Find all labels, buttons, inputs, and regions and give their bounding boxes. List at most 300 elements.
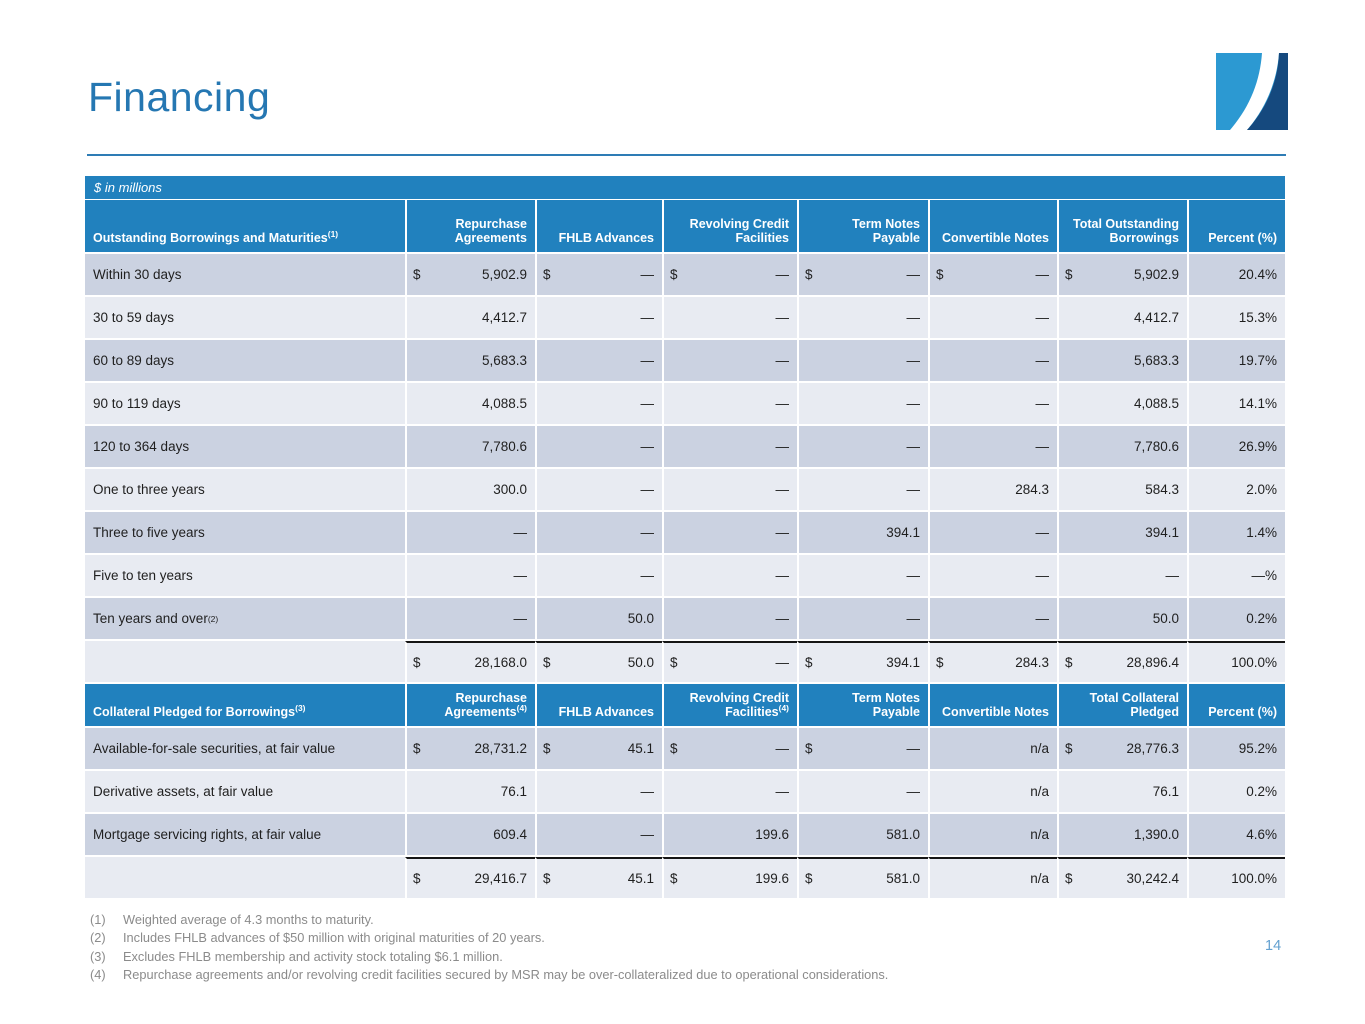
amount-value: 394.1 bbox=[1145, 525, 1179, 540]
amount-value: 28,776.3 bbox=[1126, 741, 1179, 756]
amount-cell bbox=[1187, 598, 1285, 639]
currency-symbol: $ bbox=[413, 871, 421, 886]
amount-cell bbox=[535, 254, 662, 295]
total-amount-cell bbox=[535, 857, 662, 898]
row-group-header-label: Collateral Pledged for Borrowings bbox=[93, 705, 296, 720]
column-header bbox=[928, 200, 1057, 252]
amount-value: 0.2% bbox=[1246, 611, 1277, 626]
amount-cell bbox=[662, 469, 797, 510]
currency-symbol: $ bbox=[670, 655, 678, 670]
column-header bbox=[405, 200, 535, 252]
amount-value: 300.0 bbox=[493, 482, 527, 497]
amount-cell bbox=[797, 340, 928, 381]
column-header bbox=[1057, 684, 1187, 726]
table-row bbox=[85, 469, 1285, 512]
row-label-cell bbox=[85, 555, 405, 596]
row-label: 90 to 119 days bbox=[93, 396, 181, 411]
column-header-line2 bbox=[873, 231, 920, 246]
currency-symbol: $ bbox=[805, 267, 813, 282]
column-header-line2-text: Pledged bbox=[1130, 705, 1179, 720]
total-amount-cell bbox=[1187, 641, 1285, 682]
amount-cell bbox=[797, 512, 928, 553]
total-amount-cell bbox=[797, 641, 928, 682]
amount-value: 4,412.7 bbox=[1133, 310, 1179, 325]
table-row bbox=[85, 254, 1285, 297]
row-label-cell bbox=[85, 383, 405, 424]
page-title: Financing bbox=[88, 74, 271, 120]
amount-value: — bbox=[906, 784, 920, 799]
footnote-text: Includes FHLB advances of $50 million with original maturities of 20 years. bbox=[123, 930, 545, 946]
column-header-line2 bbox=[444, 705, 527, 720]
amount-value: — bbox=[1035, 396, 1049, 411]
footnote-number: (2) bbox=[90, 930, 106, 946]
table-row bbox=[85, 426, 1285, 469]
row-label: 120 to 364 days bbox=[93, 439, 190, 454]
total-amount-value: 100.0% bbox=[1231, 871, 1277, 886]
table-row bbox=[85, 598, 1285, 641]
amount-value: 4,088.5 bbox=[481, 396, 527, 411]
amount-cell bbox=[535, 383, 662, 424]
column-header bbox=[797, 200, 928, 252]
column-header-line2 bbox=[1208, 705, 1277, 720]
amount-cell bbox=[928, 426, 1057, 467]
amount-value: — bbox=[775, 568, 789, 583]
amount-cell bbox=[928, 512, 1057, 553]
total-amount-value: 100.0% bbox=[1231, 655, 1277, 670]
amount-cell bbox=[1057, 426, 1187, 467]
amount-value: — bbox=[640, 784, 654, 799]
footnotes bbox=[90, 911, 1170, 985]
amount-value: 14.1% bbox=[1238, 396, 1277, 411]
amount-value: — bbox=[775, 310, 789, 325]
total-amount-cell bbox=[662, 641, 797, 682]
column-header-line2-text: FHLB Advances bbox=[558, 231, 654, 246]
total-amount-value: 28,168.0 bbox=[474, 655, 527, 670]
amount-cell bbox=[662, 728, 797, 769]
amount-value: 4,412.7 bbox=[481, 310, 527, 325]
table-row bbox=[85, 728, 1285, 771]
amount-cell bbox=[1057, 598, 1187, 639]
row-label: Within 30 days bbox=[93, 267, 182, 282]
amount-cell bbox=[1057, 297, 1187, 338]
amount-cell bbox=[1187, 469, 1285, 510]
row-group-header-footnote-ref: (3) bbox=[295, 703, 306, 714]
table-row bbox=[85, 297, 1285, 340]
amount-cell bbox=[662, 555, 797, 596]
amount-cell bbox=[928, 469, 1057, 510]
footnote bbox=[90, 948, 1170, 966]
row-group-header-text bbox=[93, 705, 306, 720]
currency-symbol: $ bbox=[543, 655, 551, 670]
row-label-cell bbox=[85, 728, 405, 769]
amount-cell bbox=[405, 340, 535, 381]
currency-symbol: $ bbox=[805, 741, 813, 756]
title-divider bbox=[87, 154, 1286, 156]
amount-value: 5,902.9 bbox=[1133, 267, 1179, 282]
amount-value: 1.4% bbox=[1246, 525, 1277, 540]
column-header-line2-text: Percent (%) bbox=[1208, 231, 1277, 246]
amount-value: 26.9% bbox=[1238, 439, 1277, 454]
amount-value: 76.1 bbox=[500, 784, 527, 799]
column-header-line2 bbox=[455, 231, 527, 246]
row-group-header bbox=[85, 684, 405, 726]
column-header-line2-text: Agreements bbox=[444, 705, 517, 720]
row-label-cell bbox=[85, 814, 405, 855]
column-header bbox=[1187, 200, 1285, 252]
amount-cell bbox=[1187, 728, 1285, 769]
amount-value: n/a bbox=[1030, 741, 1049, 756]
amount-value: 609.4 bbox=[493, 827, 527, 842]
total-amount-value: 28,896.4 bbox=[1126, 655, 1179, 670]
currency-symbol: $ bbox=[1065, 741, 1073, 756]
row-group-header-footnote-ref: (1) bbox=[327, 229, 339, 240]
amount-cell bbox=[797, 297, 928, 338]
amount-cell bbox=[662, 814, 797, 855]
amount-cell bbox=[405, 297, 535, 338]
amount-value: 95.2% bbox=[1238, 741, 1277, 756]
amount-value: — bbox=[906, 568, 920, 583]
column-header-line2 bbox=[736, 231, 790, 246]
currency-symbol: $ bbox=[543, 267, 551, 282]
total-amount-cell bbox=[405, 857, 535, 898]
column-header-line2 bbox=[725, 705, 789, 720]
amount-value: — bbox=[1035, 267, 1049, 282]
amount-value: — bbox=[775, 525, 789, 540]
total-amount-value: 30,242.4 bbox=[1126, 871, 1179, 886]
column-header-line2 bbox=[873, 705, 920, 720]
row-label-cell bbox=[85, 469, 405, 510]
amount-value: — bbox=[775, 267, 789, 282]
amount-value: — bbox=[906, 310, 920, 325]
amount-value: — bbox=[775, 439, 789, 454]
amount-value: —% bbox=[1251, 568, 1277, 583]
row-label: 60 to 89 days bbox=[93, 353, 175, 368]
row-group-header-label: Outstanding Borrowings and Maturities bbox=[93, 231, 328, 246]
amount-value: — bbox=[775, 741, 789, 756]
tables-mount bbox=[85, 200, 1285, 900]
amount-cell bbox=[535, 340, 662, 381]
amount-value: 2.0% bbox=[1246, 482, 1277, 497]
total-amount-value: 199.6 bbox=[755, 871, 789, 886]
amount-cell bbox=[1187, 771, 1285, 812]
column-header-line1: Repurchase bbox=[455, 690, 527, 705]
table-row bbox=[85, 771, 1285, 814]
footnote-text: Weighted average of 4.3 months to maturity. bbox=[123, 912, 374, 927]
row-label: Derivative assets, at fair value bbox=[93, 784, 274, 799]
amount-value: 50.0 bbox=[627, 611, 654, 626]
currency-symbol: $ bbox=[670, 871, 678, 886]
table-header-row bbox=[85, 200, 1285, 254]
amount-cell bbox=[928, 297, 1057, 338]
amount-cell bbox=[1187, 254, 1285, 295]
row-group-header bbox=[85, 200, 405, 252]
footnote bbox=[90, 911, 1170, 929]
amount-value: — bbox=[640, 310, 654, 325]
amount-cell bbox=[1057, 728, 1187, 769]
amount-value: n/a bbox=[1030, 827, 1049, 842]
amount-value: — bbox=[906, 482, 920, 497]
currency-symbol: $ bbox=[936, 267, 944, 282]
financing-tables bbox=[85, 176, 1285, 900]
amount-cell bbox=[405, 426, 535, 467]
amount-value: — bbox=[640, 439, 654, 454]
amount-cell bbox=[662, 297, 797, 338]
amount-value: 76.1 bbox=[1152, 784, 1179, 799]
amount-cell bbox=[797, 555, 928, 596]
amount-cell bbox=[797, 814, 928, 855]
amount-cell bbox=[797, 771, 928, 812]
amount-value: 28,731.2 bbox=[474, 741, 527, 756]
currency-symbol: $ bbox=[1065, 267, 1073, 282]
row-label: Available-for-sale securities, at fair value bbox=[93, 741, 336, 756]
amount-value: — bbox=[640, 482, 654, 497]
amount-cell bbox=[662, 598, 797, 639]
total-amount-cell bbox=[662, 857, 797, 898]
amount-cell bbox=[1187, 555, 1285, 596]
amount-value: 584.3 bbox=[1145, 482, 1179, 497]
row-label: Ten years and over bbox=[93, 611, 208, 626]
amount-cell bbox=[662, 512, 797, 553]
amount-value: — bbox=[513, 525, 527, 540]
column-header-line2 bbox=[1130, 705, 1179, 720]
row-label-cell bbox=[85, 512, 405, 553]
amount-cell bbox=[1187, 512, 1285, 553]
amount-value: 581.0 bbox=[886, 827, 920, 842]
amount-value: 19.7% bbox=[1238, 353, 1277, 368]
amount-value: — bbox=[775, 784, 789, 799]
column-header-line2-text: Percent (%) bbox=[1208, 705, 1277, 720]
column-header-line2-text: Borrowings bbox=[1109, 231, 1179, 246]
amount-value: — bbox=[640, 353, 654, 368]
units-bar bbox=[85, 176, 1285, 200]
amount-cell bbox=[797, 598, 928, 639]
currency-symbol: $ bbox=[1065, 871, 1073, 886]
amount-cell bbox=[928, 814, 1057, 855]
amount-cell bbox=[928, 340, 1057, 381]
amount-cell bbox=[535, 555, 662, 596]
amount-cell bbox=[797, 728, 928, 769]
row-label-cell bbox=[85, 771, 405, 812]
currency-symbol: $ bbox=[670, 267, 678, 282]
column-header bbox=[1057, 200, 1187, 252]
column-header-line1: Term Notes bbox=[852, 216, 920, 231]
amount-cell bbox=[405, 814, 535, 855]
total-amount-cell bbox=[1187, 857, 1285, 898]
row-label-cell bbox=[85, 297, 405, 338]
column-header-line2 bbox=[1110, 231, 1179, 246]
row-label: Mortgage servicing rights, at fair value bbox=[93, 827, 322, 842]
amount-value: — bbox=[640, 827, 654, 842]
amount-value: 5,683.3 bbox=[481, 353, 527, 368]
total-row bbox=[85, 641, 1285, 684]
table-row bbox=[85, 340, 1285, 383]
total-amount-cell bbox=[928, 857, 1057, 898]
amount-value: — bbox=[640, 525, 654, 540]
amount-cell bbox=[535, 814, 662, 855]
amount-cell bbox=[1187, 814, 1285, 855]
amount-value: — bbox=[1035, 439, 1049, 454]
amount-cell bbox=[535, 598, 662, 639]
row-label: Three to five years bbox=[93, 525, 205, 540]
amount-cell bbox=[662, 426, 797, 467]
amount-value: n/a bbox=[1030, 784, 1049, 799]
column-header bbox=[535, 684, 662, 726]
row-label: One to three years bbox=[93, 482, 205, 497]
amount-value: 5,683.3 bbox=[1133, 353, 1179, 368]
table-row bbox=[85, 512, 1285, 555]
amount-cell bbox=[928, 771, 1057, 812]
footnote-number: (3) bbox=[90, 948, 106, 964]
amount-cell bbox=[405, 598, 535, 639]
column-header-line2-text: Facilities bbox=[735, 231, 789, 246]
currency-symbol: $ bbox=[543, 741, 551, 756]
amount-cell bbox=[1187, 340, 1285, 381]
row-label-cell: Ten years and over (2) bbox=[85, 598, 405, 639]
amount-cell bbox=[797, 469, 928, 510]
company-logo-icon bbox=[1216, 53, 1288, 130]
amount-cell bbox=[1187, 297, 1285, 338]
currency-symbol: $ bbox=[805, 655, 813, 670]
amount-value: — bbox=[906, 396, 920, 411]
amount-value: — bbox=[775, 396, 789, 411]
amount-cell bbox=[928, 555, 1057, 596]
amount-value: — bbox=[640, 267, 654, 282]
column-header-line1: Revolving Credit bbox=[689, 216, 789, 231]
currency-symbol: $ bbox=[670, 741, 678, 756]
amount-cell bbox=[535, 426, 662, 467]
column-header bbox=[405, 684, 535, 726]
amount-cell bbox=[928, 598, 1057, 639]
amount-cell bbox=[405, 555, 535, 596]
amount-value: 4,088.5 bbox=[1133, 396, 1179, 411]
amount-value: — bbox=[906, 741, 920, 756]
column-header-line2 bbox=[559, 705, 654, 720]
amount-cell bbox=[1057, 469, 1187, 510]
column-header-line2-text: Agreements bbox=[454, 231, 527, 246]
amount-value: — bbox=[906, 611, 920, 626]
total-amount-value: n/a bbox=[1030, 871, 1049, 886]
total-amount-value: 284.3 bbox=[1015, 655, 1049, 670]
amount-cell bbox=[405, 254, 535, 295]
amount-cell bbox=[662, 383, 797, 424]
currency-symbol: $ bbox=[936, 655, 944, 670]
amount-cell bbox=[1057, 254, 1187, 295]
column-header-line1: Term Notes bbox=[852, 690, 920, 705]
amount-cell bbox=[1187, 383, 1285, 424]
amount-value: 50.0 bbox=[1152, 611, 1179, 626]
amount-cell bbox=[928, 383, 1057, 424]
amount-cell bbox=[1057, 771, 1187, 812]
column-header-line2-text: Facilities bbox=[725, 705, 779, 720]
total-amount-value: 29,416.7 bbox=[474, 871, 527, 886]
column-header-line2 bbox=[942, 231, 1049, 246]
amount-value: — bbox=[513, 611, 527, 626]
row-label: Five to ten years bbox=[93, 568, 193, 583]
column-header-footnote-ref: (4) bbox=[516, 703, 527, 714]
amount-value: — bbox=[775, 353, 789, 368]
row-label: 30 to 59 days bbox=[93, 310, 175, 325]
footnote-number: (1) bbox=[90, 912, 106, 927]
amount-cell bbox=[535, 771, 662, 812]
total-row bbox=[85, 857, 1285, 900]
column-header bbox=[535, 200, 662, 252]
units-label: $ in millions bbox=[94, 180, 162, 195]
amount-value: — bbox=[1035, 525, 1049, 540]
amount-value: 394.1 bbox=[886, 525, 920, 540]
column-header-line2 bbox=[942, 705, 1049, 720]
column-header bbox=[928, 684, 1057, 726]
amount-value: 1,390.0 bbox=[1133, 827, 1179, 842]
amount-cell bbox=[405, 771, 535, 812]
column-header bbox=[1187, 684, 1285, 726]
currency-symbol: $ bbox=[805, 871, 813, 886]
amount-cell bbox=[797, 426, 928, 467]
amount-value: — bbox=[906, 267, 920, 282]
table-row bbox=[85, 814, 1285, 857]
row-label-cell bbox=[85, 426, 405, 467]
total-amount-value: — bbox=[775, 655, 789, 670]
amount-value: 15.3% bbox=[1238, 310, 1277, 325]
amount-value: — bbox=[775, 611, 789, 626]
amount-value: 284.3 bbox=[1015, 482, 1049, 497]
table-header-row bbox=[85, 684, 1285, 728]
table-row bbox=[85, 383, 1285, 426]
amount-cell bbox=[1187, 426, 1285, 467]
column-header-line1: Revolving Credit bbox=[689, 690, 789, 705]
amount-cell bbox=[1057, 814, 1187, 855]
amount-value: — bbox=[1035, 310, 1049, 325]
total-amount-value: 394.1 bbox=[886, 655, 920, 670]
currency-symbol: $ bbox=[413, 655, 421, 670]
amount-cell bbox=[928, 728, 1057, 769]
column-header-line1: Total Outstanding bbox=[1072, 216, 1179, 231]
amount-cell bbox=[535, 728, 662, 769]
amount-value: — bbox=[906, 439, 920, 454]
total-amount-cell bbox=[928, 641, 1057, 682]
currency-symbol: $ bbox=[413, 267, 421, 282]
row-group-header-text bbox=[93, 231, 338, 246]
amount-cell bbox=[1057, 512, 1187, 553]
footnote-number: (4) bbox=[90, 967, 106, 983]
amount-cell bbox=[662, 771, 797, 812]
currency-symbol: $ bbox=[543, 871, 551, 886]
amount-cell bbox=[662, 340, 797, 381]
total-row-label-cell bbox=[85, 641, 405, 682]
amount-value: 5,902.9 bbox=[481, 267, 527, 282]
total-amount-value: 581.0 bbox=[886, 871, 920, 886]
amount-value: 4.6% bbox=[1246, 827, 1277, 842]
column-header bbox=[797, 684, 928, 726]
amount-value: — bbox=[1165, 568, 1179, 583]
column-header-line2-text: Payable bbox=[872, 705, 920, 720]
amount-value: — bbox=[513, 568, 527, 583]
column-header-footnote-ref: (4) bbox=[778, 703, 789, 714]
total-amount-cell bbox=[1057, 857, 1187, 898]
footnote-text: Excludes FHLB membership and activity stock totaling $6.1 million. bbox=[123, 948, 503, 964]
total-amount-cell bbox=[405, 641, 535, 682]
column-header-line2-text: FHLB Advances bbox=[558, 705, 654, 720]
amount-cell bbox=[535, 469, 662, 510]
amount-cell bbox=[535, 297, 662, 338]
row-label-cell bbox=[85, 254, 405, 295]
currency-symbol: $ bbox=[1065, 655, 1073, 670]
page-number: 14 bbox=[1265, 938, 1282, 954]
amount-cell bbox=[405, 469, 535, 510]
amount-value: — bbox=[1035, 611, 1049, 626]
footnote bbox=[90, 929, 1170, 947]
amount-cell bbox=[1057, 555, 1187, 596]
amount-cell bbox=[797, 254, 928, 295]
